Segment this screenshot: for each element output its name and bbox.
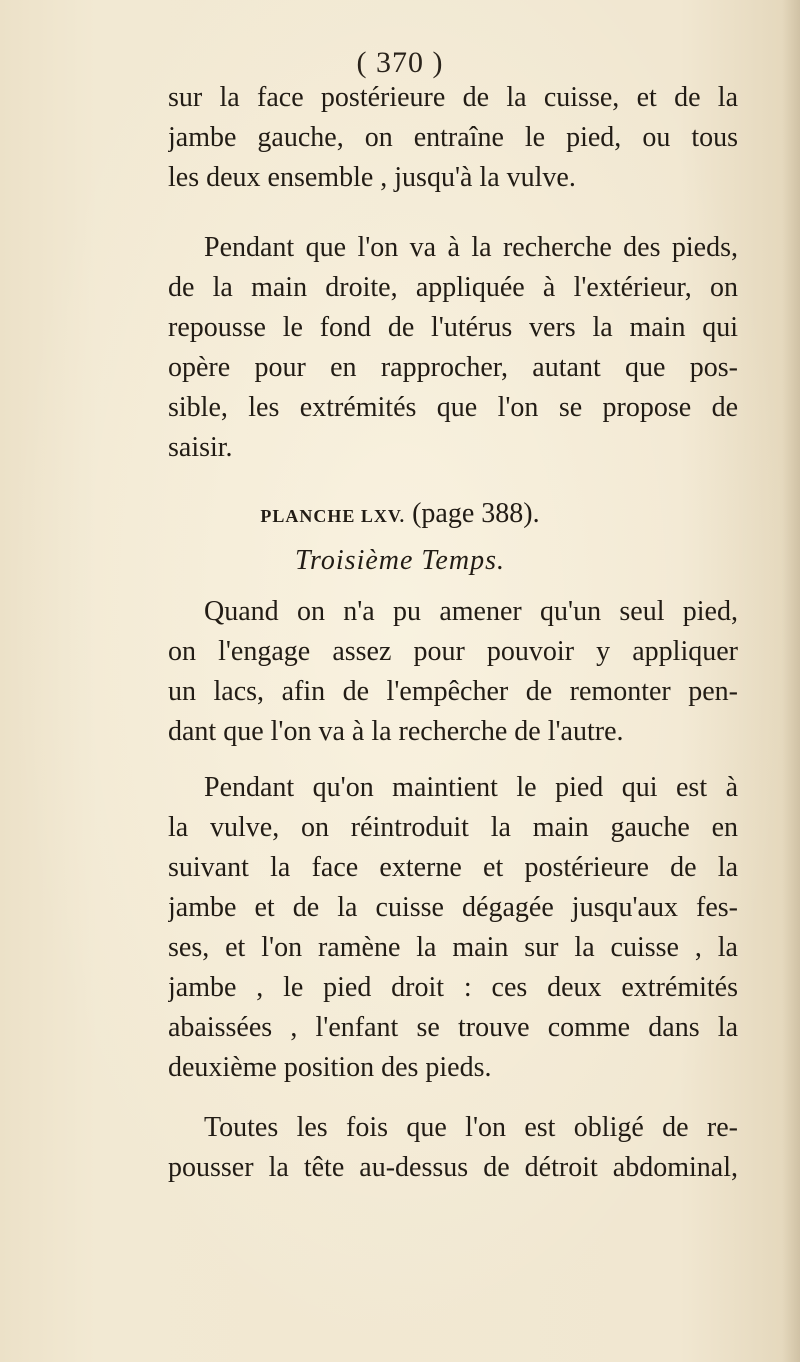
text-line: Toutes les fois que l'on est obligé de re- — [204, 1112, 738, 1143]
text-line: un lacs, afin de l'empêcher de remonter pen- — [168, 676, 738, 707]
text-line: repousse le fond de l'utérus vers la main qui — [168, 312, 738, 343]
text-line: Pendant que l'on va à la recherche des pieds, — [204, 232, 738, 263]
text-line: sible, les extrémités que l'on se propose de — [168, 392, 738, 423]
page-edge-shadow — [782, 0, 800, 1362]
text-line: abaissées , l'enfant se trouve comme dans la — [168, 1012, 738, 1043]
text-line: de la main droite, appliquée à l'extérieur, on — [168, 272, 738, 303]
text-line: suivant la face externe et postérieure de la — [168, 852, 738, 883]
paragraph-2 — [168, 228, 738, 468]
text-line: opère pour en rapprocher, autant que pos- — [168, 352, 738, 383]
text-line: pousser la tête au-dessus de détroit abdominal, — [168, 1152, 738, 1183]
text-line: jambe gauche, on entraîne le pied, ou tous — [168, 122, 738, 153]
text-line: Pendant qu'on maintient le pied qui est à — [204, 772, 738, 803]
paragraph-4 — [168, 768, 738, 1088]
text-line: ses, et l'on ramène la main sur la cuisse , la — [168, 932, 738, 963]
plate-page-reference: (page 388). — [412, 498, 540, 529]
page-number: ( 370 ) — [356, 46, 444, 79]
text-line: jambe , le pied droit : ces deux extrémités — [168, 972, 738, 1003]
paragraph-3 — [168, 592, 738, 752]
text-line: deuxième position des pieds. — [168, 1052, 492, 1083]
text-line: Quand on n'a pu amener qu'un seul pied, — [204, 596, 738, 627]
text-line: on l'engage assez pour pouvoir y appliquer — [168, 636, 738, 667]
text-line: jambe et de la cuisse dégagée jusqu'aux fes- — [168, 892, 738, 923]
text-line: sur la face postérieure de la cuisse, et de la — [168, 82, 738, 113]
text-line: saisir. — [168, 432, 233, 463]
paragraph-5 — [168, 1108, 738, 1188]
paragraph-1 — [168, 78, 738, 198]
plate-label: PLANCHE LXV. — [260, 506, 406, 526]
plate-heading — [0, 498, 800, 530]
section-title: Troisième Temps. — [295, 545, 505, 576]
text-line: dant que l'on va à la recherche de l'autre. — [168, 716, 624, 747]
text-line: la vulve, on réintroduit la main gauche en — [168, 812, 738, 843]
text-line: les deux ensemble , jusqu'à la vulve. — [168, 162, 576, 193]
